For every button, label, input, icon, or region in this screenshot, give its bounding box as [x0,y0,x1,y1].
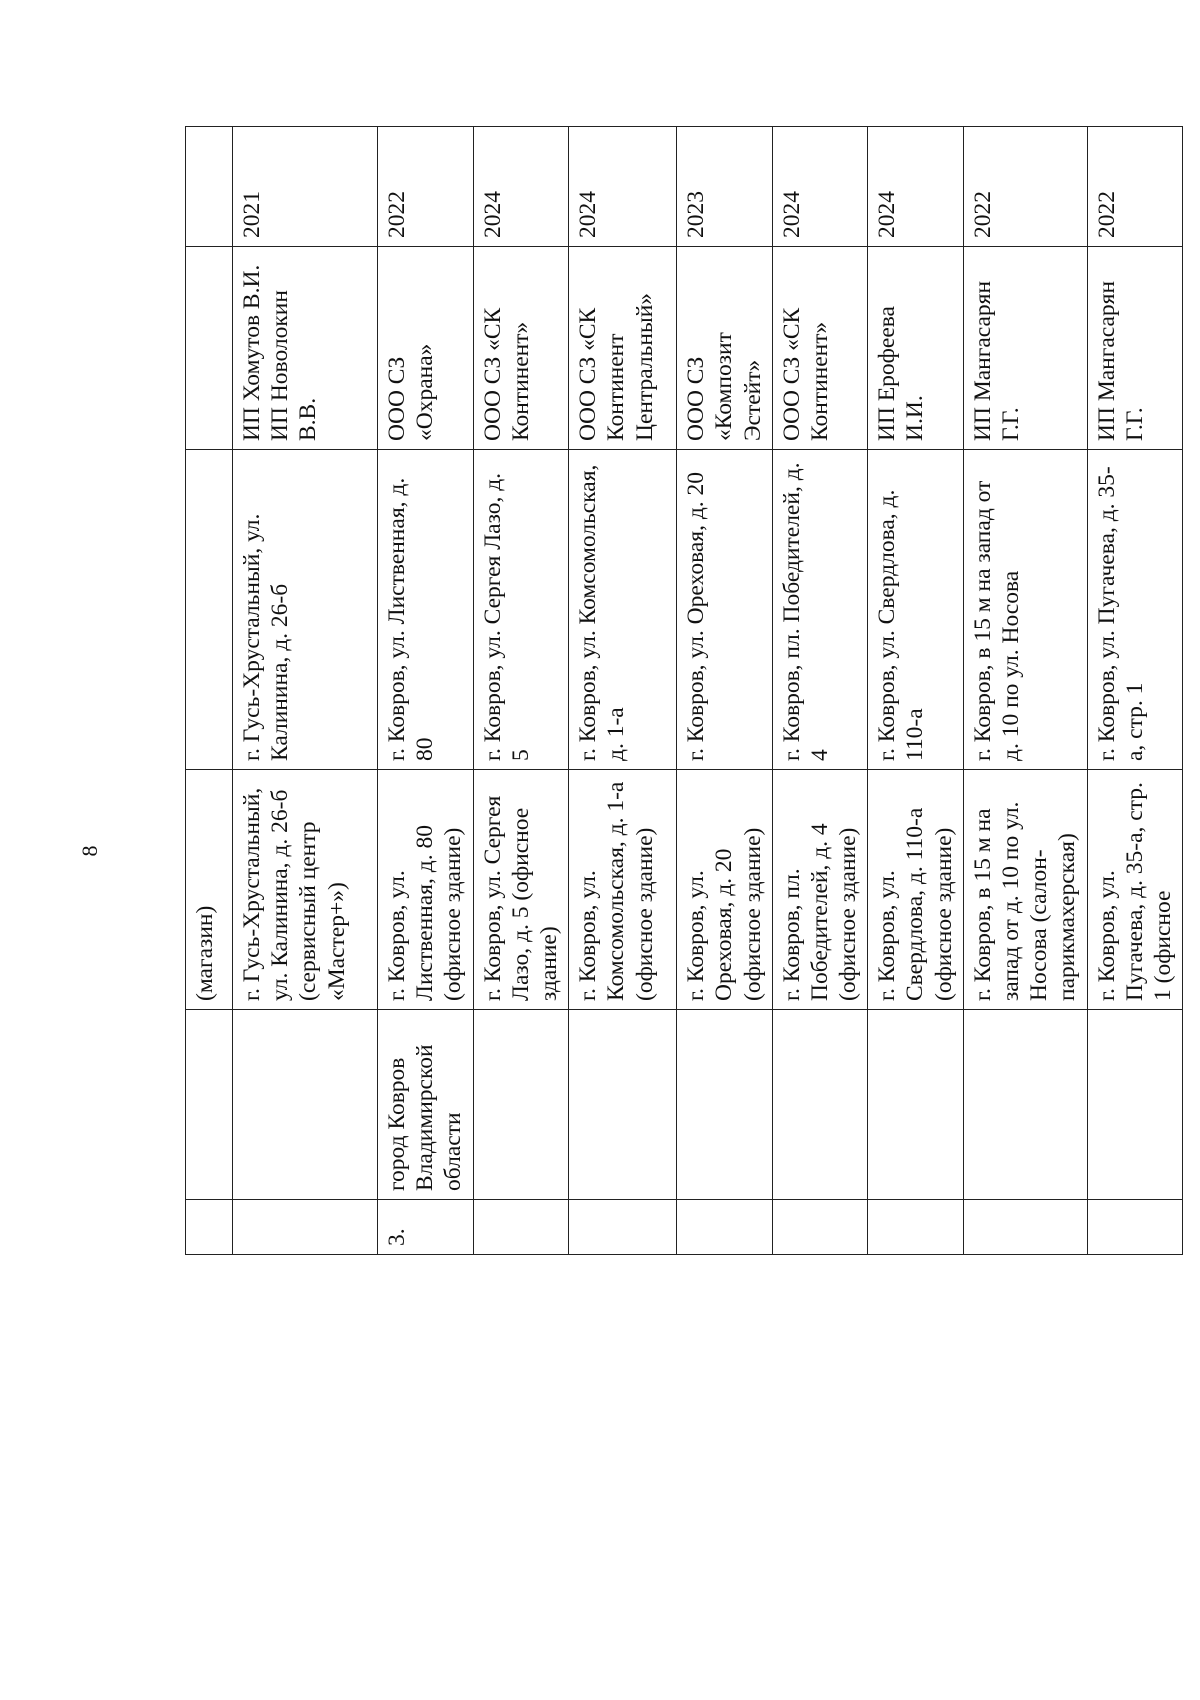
object-cell: г. Ковров, ул. Ореховая, д. 20 (офисное здание) [677,770,773,1010]
municipality-cell [868,1010,964,1200]
year-cell: 2024 [772,127,868,247]
row-number-cell [868,1200,964,1255]
year-cell: 2024 [569,127,677,247]
object-cell: г. Ковров, ул. Пугачева, д. 35-а, стр. 1 (офисное [1087,770,1183,1010]
table-row [569,127,677,1255]
address-cell: г. Ковров, ул. Ореховая, д. 20 [677,450,773,770]
municipality-cell [569,1010,677,1200]
year-cell: 2022 [378,127,474,247]
address-cell: г. Ковров, ул. Комсомольская, д. 1-а [569,450,677,770]
row-number-cell [1087,1200,1183,1255]
municipality-cell [1087,1010,1183,1200]
owner-cell: ИП Хомутов В.И. ИП Новолокин В.В. [233,247,378,450]
year-cell: 2024 [473,127,569,247]
page-number: 8 [77,845,102,857]
owner-cell: ИП Мангасарян Г.Г. [1087,247,1183,450]
row-number-cell [473,1200,569,1255]
row-number-cell [186,1200,233,1255]
object-cell: г. Ковров, пл. Победителей, д. 4 (офисное здание) [772,770,868,1010]
municipality-cell [963,1010,1087,1200]
table-row [868,127,964,1255]
table-row [186,127,233,1255]
object-cell: г. Ковров, ул. Комсомольская, д. 1-а (офисное здание) [569,770,677,1010]
address-cell: г. Ковров, ул. Свердлова, д. 110-а [868,450,964,770]
year-cell [186,127,233,247]
owner-cell: ООО СЗ «Композит Эстейт» [677,247,773,450]
object-cell: г. Гусь-Хрустальный, ул. Калинина, д. 26-б (сервисный центр «Мастер+») [233,770,378,1010]
table-row [233,127,378,1255]
object-cell: (магазин) [186,770,233,1010]
table-row [473,127,569,1255]
table-row [963,127,1087,1255]
year-cell: 2022 [1087,127,1183,247]
table-row [772,127,868,1255]
address-cell: г. Ковров, в 15 м на запад от д. 10 по ул. Носова [963,450,1087,770]
object-cell: г. Ковров, ул. Сергея Лазо, д. 5 (офисное здание) [473,770,569,1010]
object-cell: г. Ковров, ул. Лиственная, д. 80 (офисное здание) [378,770,474,1010]
owner-cell: ООО СЗ «СК Континент» [473,247,569,450]
address-cell: г. Ковров, пл. Победителей, д. 4 [772,450,868,770]
address-cell: г. Гусь-Хрустальный, ул. Калинина, д. 26-б [233,450,378,770]
row-number-cell [569,1200,677,1255]
year-cell: 2024 [868,127,964,247]
table-row [677,127,773,1255]
row-number-cell [677,1200,773,1255]
objects-table [185,126,1183,1255]
object-cell: г. Ковров, в 15 м на запад от д. 10 по ул. Носова (салон-парикмахерская) [963,770,1087,1010]
row-number-cell: 3. [378,1200,474,1255]
address-cell: г. Ковров, ул. Лиственная, д. 80 [378,450,474,770]
row-number-cell [963,1200,1087,1255]
municipality-cell [186,1010,233,1200]
owner-cell: ООО СЗ «СК Континент» [772,247,868,450]
address-cell: г. Ковров, ул. Сергея Лазо, д. 5 [473,450,569,770]
municipality-cell [772,1010,868,1200]
municipality-cell: город Ковров Владимирской области [378,1010,474,1200]
year-cell: 2021 [233,127,378,247]
municipality-cell [233,1010,378,1200]
owner-cell [186,247,233,450]
table-row [378,127,474,1255]
owner-cell: ООО СЗ «СК Континент Центральный» [569,247,677,450]
rotated-table-container [185,127,1176,1255]
year-cell: 2023 [677,127,773,247]
address-cell [186,450,233,770]
row-number-cell [772,1200,868,1255]
owner-cell: ИП Ерофеева И.И. [868,247,964,450]
table-row [1087,127,1183,1255]
municipality-cell [473,1010,569,1200]
owner-cell: ИП Мангасарян Г.Г. [963,247,1087,450]
municipality-cell [677,1010,773,1200]
year-cell: 2022 [963,127,1087,247]
object-cell: г. Ковров, ул. Свердлова, д. 110-а (офисное здание) [868,770,964,1010]
owner-cell: ООО СЗ «Охрана» [378,247,474,450]
address-cell: г. Ковров, ул. Пугачева, д. 35-а, стр. 1 [1087,450,1183,770]
row-number-cell [233,1200,378,1255]
